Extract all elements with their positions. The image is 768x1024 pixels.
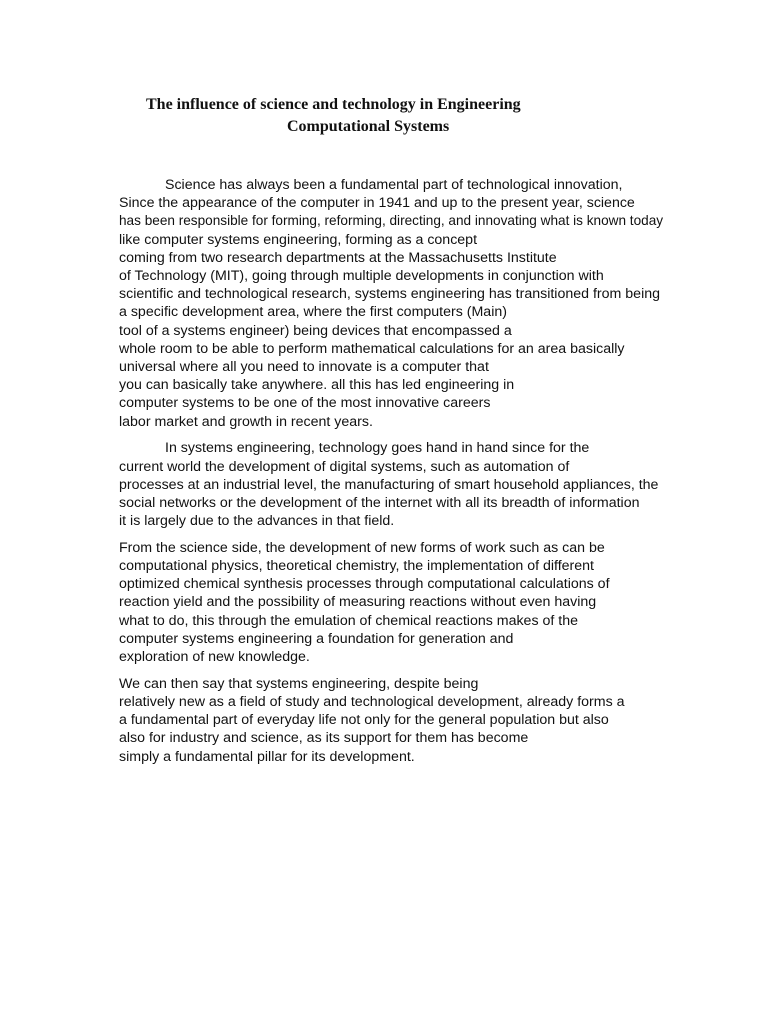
paragraph-line: a specific development area, where the first computers (Main) xyxy=(119,304,507,321)
paragraph-line: In systems engineering, technology goes hand in hand since for the xyxy=(165,440,590,457)
paragraph-line: like computer systems engineering, forming as a concept xyxy=(119,231,478,248)
paragraph-line: reaction yield and the possibility of measuring reactions without even having xyxy=(119,594,597,611)
paragraph-line: coming from two research departments at the Massachusetts Institute xyxy=(119,249,557,266)
paragraph-4 xyxy=(119,675,719,766)
paragraph-line: processes at an industrial level, the manufacturing of smart household appliances, the xyxy=(119,476,659,493)
paragraph-line: whole room to be able to perform mathematical calculations for an area basically xyxy=(119,340,625,357)
title-line-2: Computational Systems xyxy=(287,118,450,135)
document-body xyxy=(119,176,719,774)
paragraph-line: relatively new as a field of study and technological development, already forms a xyxy=(119,693,625,710)
paragraph-line: what to do, this through the emulation of chemical reactions makes of the xyxy=(119,612,578,629)
paragraph-line: Science has always been a fundamental part of technological innovation, xyxy=(165,177,623,193)
paragraph-line: computer systems engineering a foundation for generation and xyxy=(119,630,514,647)
paragraph-line: of Technology (MIT), going through multiple developments in conjunction with xyxy=(119,268,604,285)
paragraph-line: labor market and growth in recent years. xyxy=(119,413,373,430)
paragraph-line: universal where all you need to innovate is a computer that xyxy=(119,359,489,376)
paragraph-line: computer systems to be one of the most innovative careers xyxy=(119,395,491,412)
paragraph-line: Since the appearance of the computer in 1941 and up to the present year, science xyxy=(119,195,635,212)
paragraph-line: We can then say that systems engineering, despite being xyxy=(119,675,479,692)
title-line-1: The influence of science and technology in Engineering xyxy=(146,96,521,113)
paragraph-line: exploration of new knowledge. xyxy=(119,649,310,666)
paragraph-line: you can basically take anywhere. all this has led engineering in xyxy=(119,377,515,394)
paragraph-1 xyxy=(119,176,719,431)
paragraph-3 xyxy=(119,539,719,666)
paragraph-line: social networks or the development of the internet with all its breadth of information xyxy=(119,494,640,511)
paragraph-line: simply a fundamental pillar for its development. xyxy=(119,748,415,765)
paragraph-line: scientific and technological research, systems engineering has transitioned from being xyxy=(119,286,660,303)
paragraph-2 xyxy=(119,439,719,530)
paragraph-line: it is largely due to the advances in that field. xyxy=(119,513,395,530)
paragraph-line: current world the development of digital systems, such as automation of xyxy=(119,458,570,475)
paragraph-line: From the science side, the development of new forms of work such as can be xyxy=(119,539,605,556)
paragraph-line: a fundamental part of everyday life not only for the general population but also xyxy=(119,712,609,729)
paragraph-line: tool of a systems engineer) being devices that encompassed a xyxy=(119,322,512,339)
paragraph-line: computational physics, theoretical chemistry, the implementation of different xyxy=(119,558,594,575)
paragraph-line: also for industry and science, as its support for them has become xyxy=(119,730,529,747)
paragraph-line: has been responsible for forming, reforming, directing, and innovating what is known today xyxy=(119,213,664,229)
paragraph-line: optimized chemical synthesis processes through computational calculations of xyxy=(119,576,610,593)
